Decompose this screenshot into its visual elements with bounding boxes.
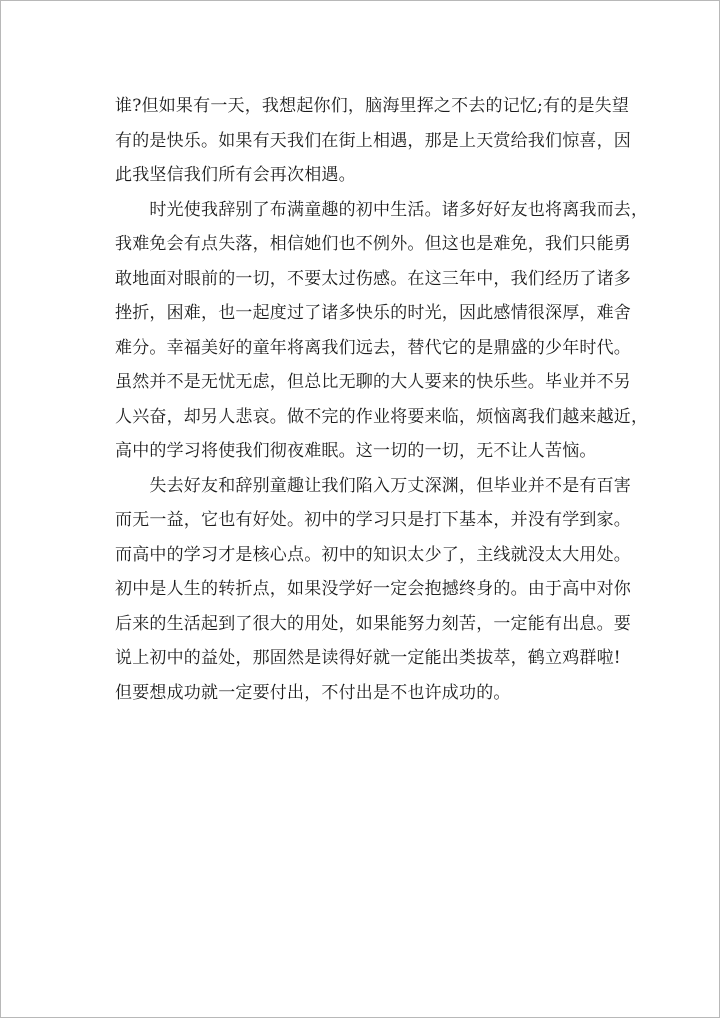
text-line: 而无一益，它也有好处。初中的学习只是打下基本，并没有学到家。 [115, 510, 631, 530]
text-line: 后来的生活起到了很大的用处，如果能努力刻苦，一定能有出息。要 [115, 613, 631, 634]
text-line: 敢地面对眼前的一切，不要太过伤感。在这三年中，我们经历了诸多 [115, 268, 631, 289]
text-line: 初中是人生的转折点，如果没学好一定会抱撼终身的。由于高中对你 [115, 579, 631, 599]
text-line: 时光使我辞别了布满童趣的初中生活。诸多好好友也将离我而去， [115, 199, 649, 220]
paragraph-1 [115, 89, 631, 193]
text-line: 谁?但如果有一天，我想起你们，脑海里挥之不去的记忆;有的是失望 [115, 96, 630, 116]
paragraph-3 [115, 469, 631, 711]
text-line: 挫折，困难，也一起度过了诸多快乐的时光，因此感情很深厚，难舍 [115, 303, 631, 323]
text-line: 虽然并不是无忧无虑，但总比无聊的大人要来的快乐些。毕业并不另 [115, 372, 631, 392]
document-body [115, 89, 649, 710]
text-line: 此我坚信我们所有会再次相遇。 [115, 165, 356, 185]
text-line: 人兴奋，却另人悲哀。做不完的作业将要来临，烦恼离我们越来越近， [115, 406, 649, 427]
text-line: 有的是快乐。如果有天我们在街上相遇，那是上天赏给我们惊喜，因 [115, 130, 631, 151]
text-line: 高中的学习将使我们彻夜难眠。这一切的一切，无不让人苦恼。 [115, 441, 597, 461]
paragraph-2 [115, 193, 649, 469]
text-line: 我难免会有点失落，相信她们也不例外。但这也是难免，我们只能勇 [115, 234, 631, 254]
text-line: 说上初中的益处，那固然是读得好就一定能出类拔萃，鹤立鸡群啦! [115, 648, 621, 668]
text-line: 失去好友和辞别童趣让我们陷入万丈深渊，但毕业并不是有百害 [115, 475, 631, 496]
text-line: 但要想成功就一定要付出，不付出是不也许成功的。 [115, 682, 511, 703]
text-line: 而高中的学习才是核心点。初中的知识太少了，主线就没太大用处。 [115, 544, 631, 565]
text-line: 难分。幸福美好的童年将离我们远去，替代它的是鼎盛的少年时代。 [115, 337, 631, 358]
